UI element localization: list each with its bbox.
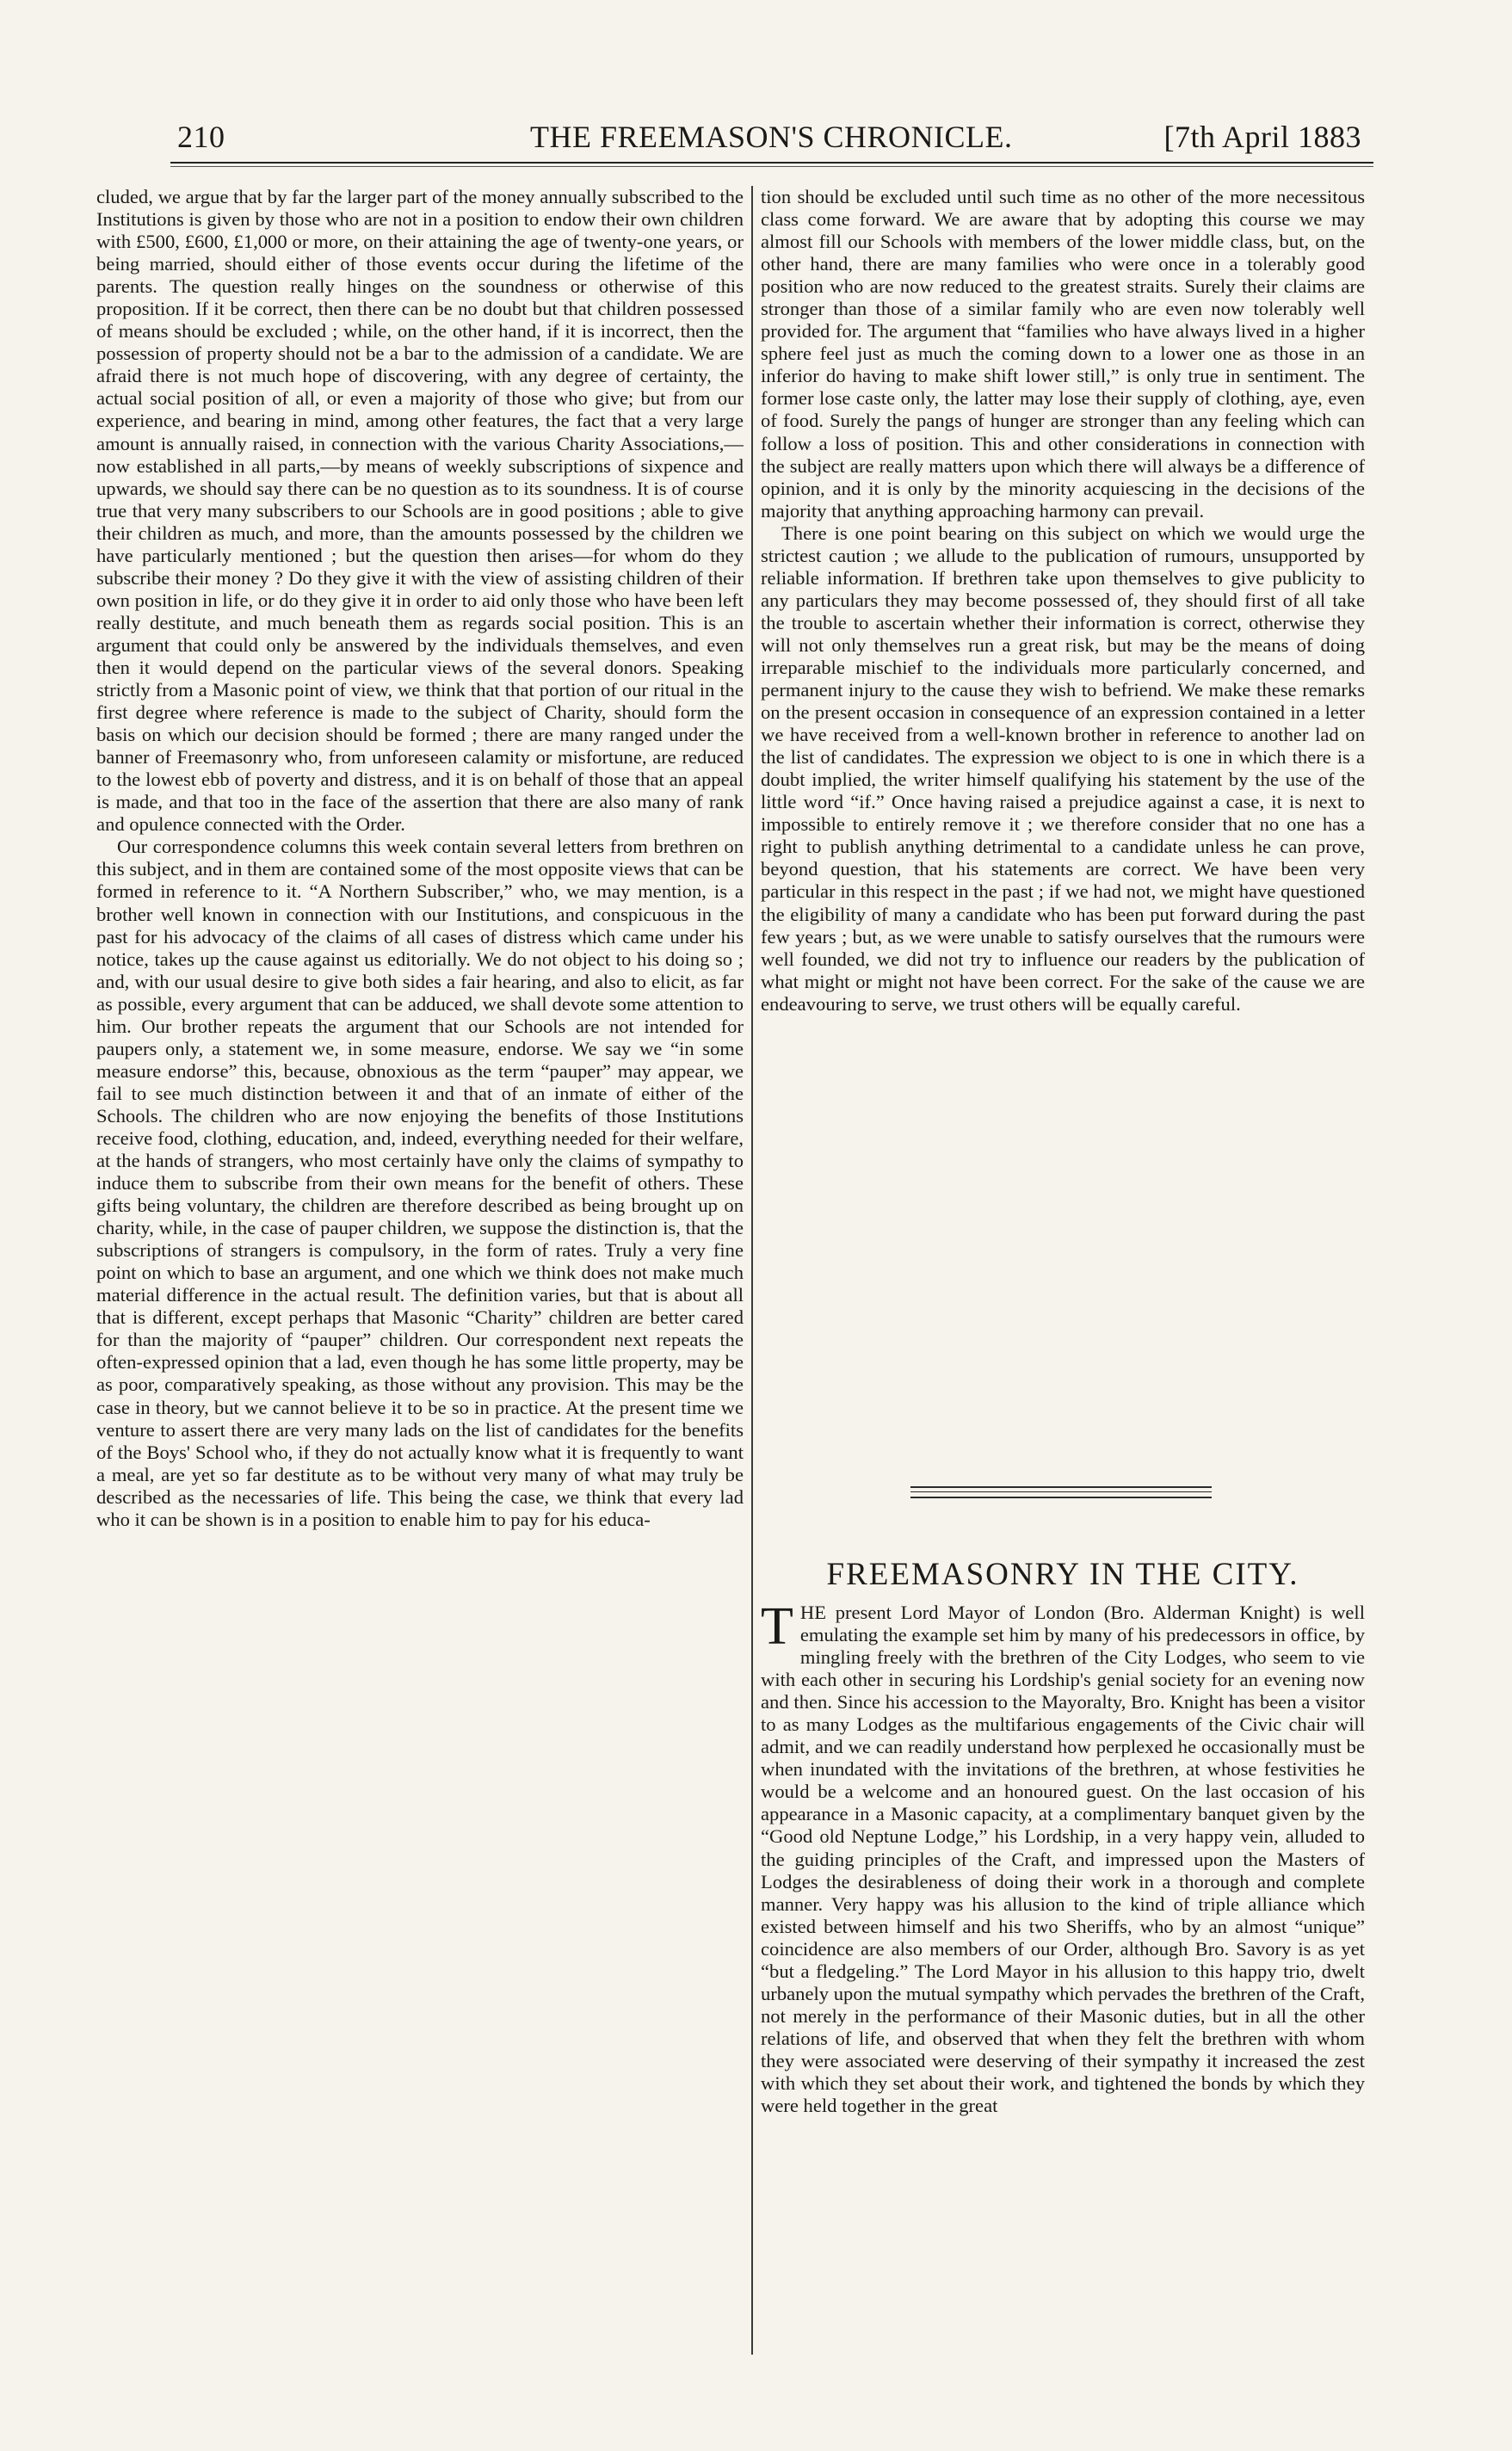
paragraph: tion should be excluded until such time as no other of the more necessitous class come forward. We are aware that by adopting this course we may almost fill our Schools with members of the lower middle class, but, on the other hand, there are many families who were once in a tolerably good position who are now reduced to the greatest straits. Surely their claims are stronger than those of a similar family who are even now tolerably well provided for. The argument that “families who have always lived in a higher sphere feel just as much the coming down to a lower one as those in an inferior do having to make shift lower still,” is only true in sentiment. The former lose caste only, the latter may lose their supply of clothing, aye, even of food. Surely the pangs of hunger are stronger than any feeling which can follow a loss of position. This and other considerations in connection with the subject are really matters upon which there will always be a difference of opinion, and it is only by the minority acquiescing in the decisions of the majority that anything approaching harmony can prevail. — [761, 186, 1365, 522]
section-divider — [910, 1486, 1212, 1488]
article-heading: FREEMASONRY IN THE CITY. — [826, 1557, 1299, 1592]
article-paragraph — [761, 1597, 1365, 2117]
section-divider — [910, 1491, 1212, 1492]
left-column — [96, 186, 744, 2355]
paragraph: There is one point bearing on this subject on which we would urge the strictest caution ; we allude to the publication of rumours, unsupported by reliable information. If brethren take upon themselves to give publicity to any particulars they may become possessed of, they should first of all take the trouble to ascertain whether their information is correct, otherwise they will not only themselves run a great risk, but may be the means of doing irreparable mischief to the individuals more particularly concerned, and permanent injury to the cause they wish to befriend. We make these remarks on the present occasion in consequence of an expression contained in a letter we have received from a well-known brother in reference to another lad on the list of candidates. The expression we object to is one in which there is a doubt implied, the writer himself qualifying his statement by the use of the little word “if.” Once having raised a prejudice against a case, it is next to impossible to entirely remove it ; we therefore consider that no one has a right to publish anything detrimental to a candidate unless he can prove, beyond question, that his statements are correct. We have been very particular in this respect in the past ; if we had not, we might have questioned the eligibility of many a candidate who has been put forward during the past few years ; but, as we were unable to satisfy ourselves that the rumours were well founded, we did not try to influence our readers by the publication of what might or might not have been correct. For the sake of the cause we are endeavouring to serve, we trust others will be equally careful. — [761, 522, 1365, 1015]
issue-date: [7th April 1883 — [1163, 120, 1361, 154]
paragraph: Our correspondence columns this week contain several letters from brethren on this subject, and in them are contained some of the most opposite views that can be formed in reference to it. “A Northern Subscriber,” who, we may mention, is a brother well known in connection with our Institutions, and conspicuous in the past for his advocacy of the claims of all cases of distress which came under his notice, takes up the cause against us editorially. We do not object to his doing so ; and, with our usual desire to give both sides a fair hearing, and also to elicit, as far as possible, every argument that can be adduced, we shall devote some attention to him. Our brother repeats the argument that our Schools are not intended for paupers only, a statement we, in some measure, endorse. We say we “in some measure endorse” this, because, obnoxious as the term “pauper” may appear, we fail to see much distinction between it and that of an inmate of either of the Schools. The children who are now enjoying the benefits of those Institutions receive food, clothing, education, and, indeed, everything needed for their welfare, at the hands of strangers, who most certainly have only the claims of sympathy to induce them to subscribe from their own means for the benefit of others. These gifts being voluntary, the children are therefore described as being brought up on charity, while, in the case of pauper children, we suppose the distinction is, that the subscriptions of strangers is compulsory, in the form of rates. Truly a very fine point on which to base an argument, and one which we think does not make much material difference in the actual result. The definition varies, but that is about all that is different, except perhaps that Masonic “Charity” children are better cared for than the majority of “pauper” children. Our correspondent next repeats the often-expressed opinion that a lad, even though he has some little property, may be as poor, comparatively speaking, as those without any provision. This may be the case in theory, but we cannot believe it to be so in practice. At the present time we venture to assert there are very many lads on the list of candidates for the benefits of the Boys' School who, if they do not actually know what it is frequently to want a meal, are yet so far destitute as to be without very many of what may truly be described as the necessaries of life. This being the case, we think that every lad who it can be shown is in a position to enable him to pay for his educa- — [96, 836, 744, 1530]
article-body — [761, 1597, 1365, 2117]
column-divider — [751, 186, 753, 2355]
header-rule — [170, 162, 1373, 164]
drop-cap: T — [761, 1597, 793, 1656]
header-rule-thin — [170, 166, 1373, 167]
section-divider — [910, 1497, 1212, 1498]
paragraph: cluded, we argue that by far the larger part of the money annually subscribed to the Institutions is given by those who are not in a position to endow their own children with £500, £600, £1,000 or more, on their attaining the age of twenty-one years, or being married, should either of those events occur during the lifetime of the parents. The question really hinges on the soundness or otherwise of this proposition. If it be correct, then there can be no doubt but that children possessed of means should be excluded ; while, on the other hand, if it is incorrect, then the possession of property should not be a bar to the admission of a candidate. We are afraid there is not much hope of discovering, with any degree of certainty, the actual social position of all, or even a majority of those who give; but from our experience, and bearing in mind, among other features, the fact that a very large amount is annually raised, in connection with the various Charity Associations,—now established in all parts,—by means of weekly subscriptions of sixpence and upwards, we should say there can be no question as to its soundness. It is of course true that very many subscribers to our Schools are in good positions ; able to give their children as much, and more, than the amounts possessed by the children we have particularly mentioned ; but the question then arises—for whom do they subscribe their money ? Do they give it with the view of assisting children of their own position in life, or do they give it in order to aid only those who have been left really destitute, and much beneath them as regards social position. This is an argument that could only be answered by the individuals themselves, and even then it would depend on the particular views of the several donors. Speaking strictly from a Masonic point of view, we think that that portion of our ritual in the first degree where reference is made to the subject of Charity, should form the basis on which our decision should be formed ; there are many ranged under the banner of Freemasonry who, from unforeseen calamity or misfortune, are reduced to the lowest ebb of poverty and distress, and it is on behalf of those that an appeal is made, and that too in the face of the assertion that there are also many of rank and opulence connected with the Order. — [96, 186, 744, 836]
article-text: HE present Lord Mayor of London (Bro. Alderman Knight) is well emulating the example set him by many of his predecessors in office, by mingling freely with the brethren of the City Lodges, who seem to vie with each other in securing his Lordship's genial society for an evening now and then. Since his accession to the Mayoralty, Bro. Knight has been a visitor to as many Lodges as the multifarious engagements of the Civic chair will admit, and we can readily understand how perplexed he occasionally must be when inundated with the invitations of the brethren, at whose festivities he would be a welcome and an honoured guest. On the last occasion of his appearance in a Masonic capacity, at a complimentary banquet given by the “Good old Neptune Lodge,” his Lordship, in a very happy vein, alluded to the guiding principles of the Craft, and impressed upon the Masters of Lodges the desirableness of doing their work in a thorough and complete manner. Very happy was his allusion to the kind of triple alliance which existed between himself and his two Sheriffs, who by an almost “unique” coincidence are also members of our Order, although Bro. Savory is as yet “but a fledgeling.” The Lord Mayor in his allusion to this happy trio, dwelt urbanely upon the mutual sympathy which pervades the brethren of the Craft, not merely in the performance of their Masonic duties, but in all the other relations of life, and observed that when they felt the brethren with whom they were associated were deserving of their sympathy it increased the zest with which they set about their work, and tightened the bonds by which they were held together in the great — [761, 1602, 1365, 2117]
page-number: 210 — [177, 120, 225, 154]
publication-title: THE FREEMASON'S CHRONICLE. — [530, 120, 1013, 154]
masthead — [170, 119, 1373, 164]
right-column — [761, 186, 1365, 1016]
